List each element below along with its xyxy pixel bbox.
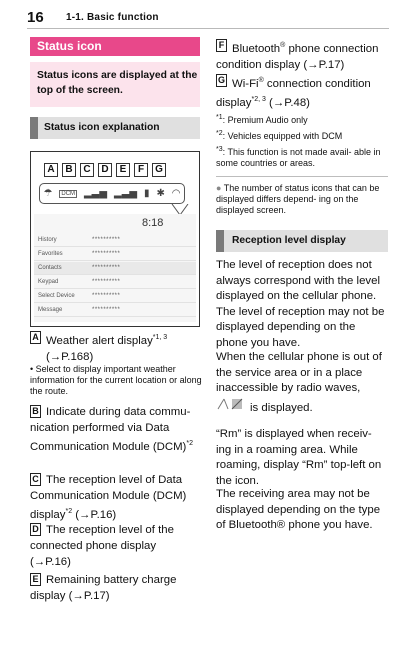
clock-readout: 8:18 [142,217,164,229]
footnote-text: : Vehicles equipped with DCM [222,131,343,141]
item-e-text: Remaining battery charge display [30,574,177,602]
item-f-text: Bluetooth [232,42,281,55]
footnote-1 [216,112,392,126]
intro-box [30,62,200,107]
menu-label: Select Device [38,293,75,299]
item-g-text: Wi-Fi [232,77,259,90]
dcm-icon: DCM [61,190,76,197]
callout-g: G [152,163,166,177]
badge-e: E [30,573,41,586]
badge-g: G [217,75,225,85]
menu-value: ********** [92,237,121,243]
menu-label: Contacts [38,265,62,271]
para-4: The receiving area may not be displayed depending on the type of Bluetooth® phone you have. [216,488,381,531]
weather-alert-icon: ☂ [43,188,53,199]
bullet-note-text: The number of status icons that can be displayed differs depend- ing on the displayed screen. [216,183,380,215]
dcm-signal-icon: ▂▃▅ [83,188,108,199]
item-b-text: Indicate during data commu- nication performed via Data Communication Module (DCM) [30,406,191,453]
callout-c: C [80,163,94,177]
item-c-sup: *2 [65,508,73,515]
bullet-icon: ● [216,183,222,193]
footnote-2 [216,128,392,142]
callout-e: E [116,163,130,177]
para-1: The level of reception does not always correspond with the level displayed on the cellular phone. The level of reception may not be displayed depending on the phone you have. [216,259,385,349]
item-a-ref: (→P.168) [46,350,94,363]
item-a-text: Weather alert display [46,334,153,347]
item-f [216,38,392,73]
reception-subheading-bar [216,230,388,252]
para-2 [216,350,388,416]
item-b [30,404,202,455]
item-a [30,330,202,365]
para-3: “Rm” is displayed when receiv- ing in a roaming area. While roaming, display “Rm” top-left on the icon. [216,428,382,487]
menu-label: Favorites [38,251,63,257]
subheading-text: Status icon explanation [44,122,160,133]
item-g-sup2: *2, 3 [251,95,266,103]
menu-label: Keypad [38,279,59,285]
menu-value: ********** [92,307,121,313]
item-a-note: • Select to display important weather information for the current location or along the route. [30,364,202,396]
item-d-text: The reception level of the connected phone display [30,524,174,552]
item-f-sup: ® [280,42,286,49]
menu-label: Message [38,307,63,313]
menu-value: ********** [92,279,121,285]
wifi-icon: ◠ [171,188,181,199]
intro-text: Status icons are displayed at the top of the screen. [37,70,198,96]
phone-signal-icon: ▂▃▅ [114,188,138,199]
heading-text: Status icon [37,39,102,53]
item-d [30,522,202,570]
menu-value: ********** [92,251,121,257]
item-e [30,572,202,604]
reception-subheading: Reception level display [232,235,346,246]
callout-letters [44,163,170,177]
badge-c: C [30,473,41,486]
bluetooth-icon: ✱ [156,188,165,199]
item-g-ref: (→P.48) [265,96,310,109]
battery-icon: ▮ [144,188,150,199]
callout-f: F [134,163,148,177]
no-service-icon [216,397,250,417]
badge-a: A [30,331,41,344]
callout-d: D [98,163,112,177]
item-c-text: The reception level of Data Communication Module (DCM) display [30,474,187,521]
menu-row-contacts [34,262,196,275]
menu-row-keypad [34,276,196,289]
menu-value: ********** [92,293,121,299]
header-divider [27,28,389,29]
section-title: 1-1. Basic function [66,12,159,23]
item-c [30,472,202,523]
para-2-tail: is displayed. [250,401,313,414]
callout-a: A [44,163,58,177]
item-g [216,73,392,111]
footnote-mark: *2 [216,130,223,137]
page-number: 16 [27,9,44,26]
menu-row-favorites [34,248,196,261]
item-c-ref: (→P.16) [75,508,117,521]
item-g-sup: ® [258,77,264,84]
badge-f: F [216,39,227,52]
item-f-rest: phone connection condition display (→P.17) [216,42,379,71]
item-b-sup: *2 [186,440,193,447]
footnote-text: : This function is not made avail- able in some countries or areas. [216,147,381,168]
badge-b: B [30,405,41,418]
footnote-text: : Premium Audio only [222,115,308,125]
heading-bar [30,37,200,56]
item-a-sup: *1, 3 [152,334,168,341]
para-2-text: When the cellular phone is out of the service area or in a place inaccessible by radio waves, [216,351,382,394]
divider [216,176,388,177]
footnote-mark: *3 [216,146,223,153]
item-g-rest: connection condition display [216,77,371,109]
status-icon-strip [39,183,185,204]
subheading-bar [30,117,200,139]
footnote-3 [216,144,392,169]
menu-row-select-device [34,290,196,303]
bullet-note [216,183,388,216]
menu-label: History [38,237,57,243]
menu-row-history [34,234,196,247]
menu-row-message [34,304,196,317]
item-e-ref: (→P.17) [68,590,110,602]
footnote-mark: *1 [216,114,223,121]
menu-value: ********** [92,265,121,271]
item-d-ref: (→P.16) [30,556,71,568]
badge-d: D [30,523,41,536]
callout-b: B [62,163,76,177]
